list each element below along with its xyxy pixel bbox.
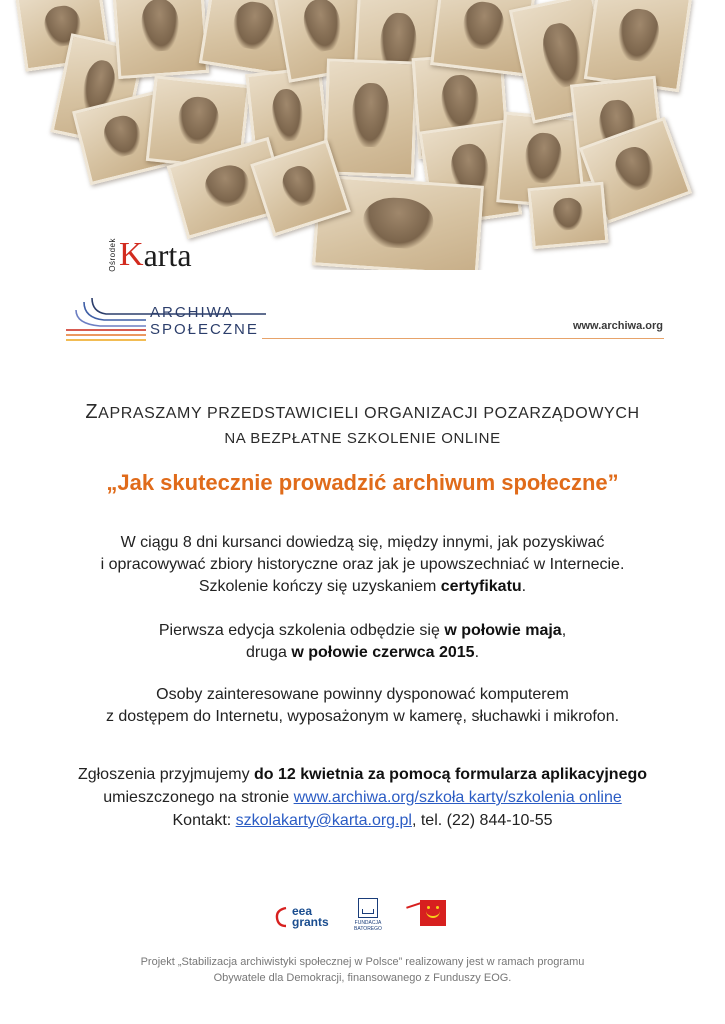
description-line: i opracowywać zbiory historyczne oraz jak je upowszechniać w Internecie.	[100, 556, 625, 573]
registration-deadline: do 12 kwietnia za pomocą formularza aplikacyjnego	[254, 766, 648, 783]
first-edition-date: w połowie maja	[444, 622, 562, 639]
archiwa-spoleczne-wordmark	[150, 304, 259, 338]
registration-line: Zgłoszenia przyjmujemy do 12 kwietnia za pomocą formularza aplikacyjnego	[77, 766, 648, 783]
schedule-line: Pierwsza edycja szkolenia odbędzie się w połowie maja,	[158, 622, 567, 639]
batory-text: FUNDACJA BATOREGO	[354, 920, 382, 932]
description-line: Szkolenie kończy się uzyskaniem certyfikatu.	[198, 578, 527, 595]
fundacja-pomocy-logo	[404, 894, 454, 938]
requirements-line: Osoby zainteresowane powinny dysponować komputerem	[156, 686, 569, 703]
fundacja-batorego-logo	[348, 898, 388, 938]
contact-line: Kontakt: szkolakarty@karta.org.pl, tel. (22) 844-10-55	[172, 812, 553, 829]
schedule-line: druga w połowie czerwca 2015.	[245, 644, 480, 661]
certificate-emphasis: certyfikatu	[440, 578, 522, 595]
karta-logo	[108, 232, 192, 272]
karta-logo-small-text: Ośrodek	[108, 238, 117, 272]
description-line: W ciągu 8 dni kursanci dowiedzą się, między innymi, jak pozyskiwać	[120, 534, 605, 551]
archiwa-wordmark-line2: SPOŁECZNE	[150, 321, 259, 338]
karta-logo-k: K	[119, 236, 144, 273]
footer-line: Projekt „Stabilizacja archiwistyki społecznej w Polsce” realizowany jest w ramach programu	[140, 956, 585, 968]
archival-photo	[527, 182, 608, 249]
site-url[interactable]: www.archiwa.org	[572, 320, 663, 332]
archival-photo	[112, 0, 209, 79]
description-paragraph	[40, 532, 685, 598]
invite-initial-cap: Z	[85, 401, 99, 423]
eea-grants-mark-icon	[274, 906, 288, 928]
training-title: „Jak skutecznie prowadzić archiwum społeczne”	[106, 470, 619, 495]
requirements-line: z dostępem do Internetu, wyposażonym w kamerę, słuchawki i mikrofon.	[105, 708, 620, 725]
requirements-paragraph	[40, 684, 685, 728]
fpd-smile-icon	[420, 900, 446, 926]
eea-grants-text: eea grants	[292, 904, 329, 929]
footer-line: Obywatele dla Demokracji, finansowanego z Funduszy EOG.	[213, 972, 512, 984]
registration-paragraph	[40, 763, 685, 832]
archiwa-wordmark-line1: ARCHIWA	[150, 304, 235, 321]
contact-email-link[interactable]: szkolakarty@karta.org.pl	[235, 812, 412, 829]
sponsor-logos	[0, 894, 725, 942]
batory-mark-icon	[358, 898, 378, 918]
header-divider	[262, 338, 664, 339]
invite-line-2: NA BEZPŁATNE SZKOLENIE ONLINE	[224, 430, 501, 447]
registration-line: umieszczonego na stronie www.archiwa.org/szkoła karty/szkolenia online	[103, 789, 622, 806]
photo-collage	[0, 0, 725, 273]
invite-line-1-text: APRASZAMY PRZEDSTAWICIELI ORGANIZACJI POZARZĄDOWYCH	[98, 405, 640, 422]
invite-line-1	[0, 401, 725, 424]
karta-logo-text: arta	[143, 237, 192, 273]
registration-link[interactable]: www.archiwa.org/szkoła karty/szkolenia online	[293, 789, 622, 806]
archival-photo	[323, 58, 418, 177]
project-footer	[0, 954, 725, 986]
eea-grants-logo	[274, 894, 334, 938]
second-edition-date: w połowie czerwca 2015	[291, 644, 475, 661]
schedule-paragraph	[40, 620, 685, 664]
